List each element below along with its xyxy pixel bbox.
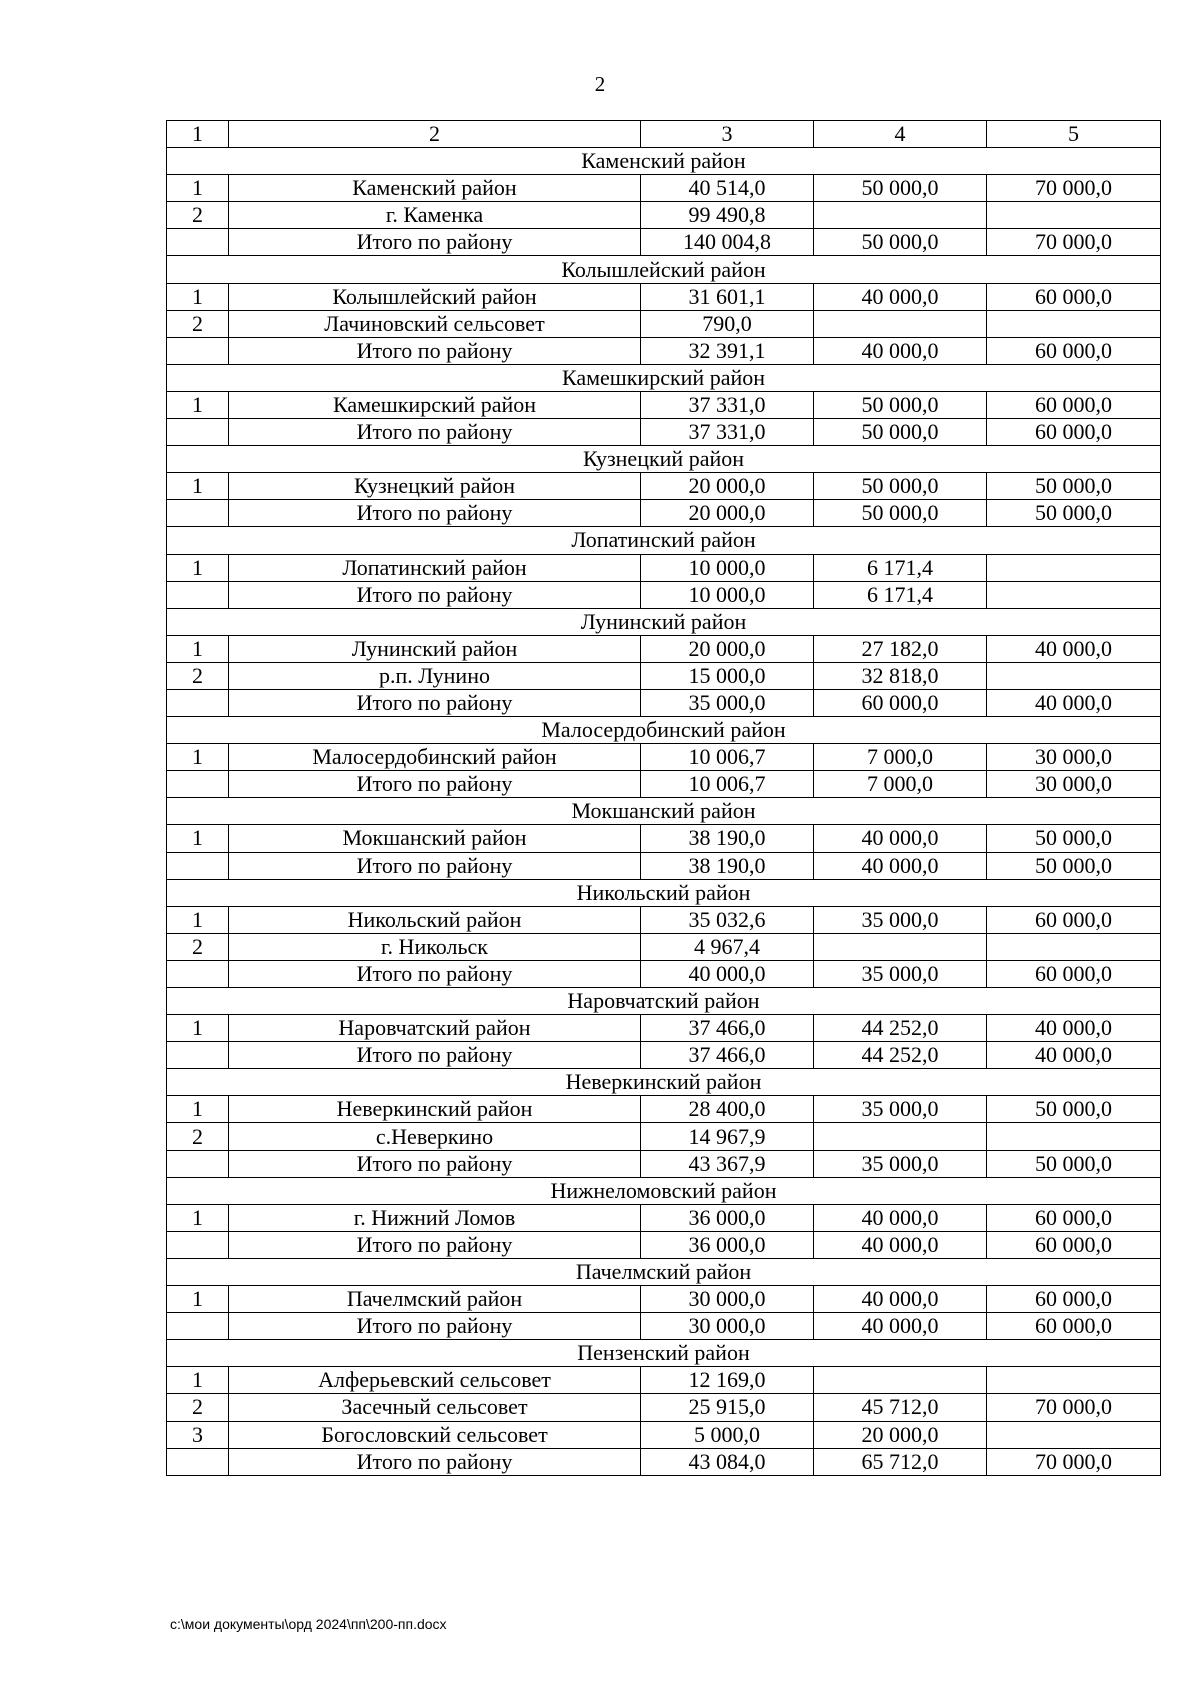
header-cell: 2	[229, 121, 641, 148]
municipality-name: Пачелмский район	[229, 1286, 641, 1313]
value-col3: 28 400,0	[641, 1096, 814, 1123]
row-number: 1	[167, 473, 229, 500]
row-number: 1	[167, 635, 229, 662]
district-section-row	[167, 1340, 1161, 1367]
value-col4: 44 252,0	[814, 1042, 987, 1069]
value-col5: 60 000,0	[987, 283, 1161, 310]
municipality-name: Итого по району	[229, 852, 641, 879]
table-row	[167, 310, 1161, 337]
municipality-name: Итого по району	[229, 1150, 641, 1177]
table-row	[167, 1015, 1161, 1042]
table-row	[167, 1286, 1161, 1313]
value-col4: 50 000,0	[814, 391, 987, 418]
value-col5: 50 000,0	[987, 473, 1161, 500]
district-section-row	[167, 717, 1161, 744]
header-row	[167, 121, 1161, 148]
value-col5: 50 000,0	[987, 825, 1161, 852]
value-col5: 60 000,0	[987, 391, 1161, 418]
table-row	[167, 1204, 1161, 1231]
value-col3: 36 000,0	[641, 1231, 814, 1258]
row-number: 3	[167, 1421, 229, 1448]
municipality-name: г. Каменка	[229, 202, 641, 229]
value-col4: 35 000,0	[814, 1150, 987, 1177]
municipality-name: Никольский район	[229, 906, 641, 933]
row-number: 1	[167, 175, 229, 202]
value-col4: 45 712,0	[814, 1394, 987, 1421]
value-col3: 12 169,0	[641, 1367, 814, 1394]
total-row	[167, 419, 1161, 446]
table-row	[167, 825, 1161, 852]
value-col5	[987, 310, 1161, 337]
municipality-name: г. Никольск	[229, 933, 641, 960]
value-col5: 30 000,0	[987, 744, 1161, 771]
district-section-row	[167, 988, 1161, 1015]
municipality-name: Малосердобинский район	[229, 744, 641, 771]
district-title: Пачелмский район	[167, 1258, 1161, 1285]
value-col5	[987, 581, 1161, 608]
row-number	[167, 337, 229, 364]
table-row	[167, 1421, 1161, 1448]
row-number: 1	[167, 1204, 229, 1231]
municipality-name: г. Нижний Ломов	[229, 1204, 641, 1231]
row-number	[167, 1042, 229, 1069]
value-col5: 70 000,0	[987, 175, 1161, 202]
row-number: 1	[167, 554, 229, 581]
district-section-row	[167, 364, 1161, 391]
total-row	[167, 1313, 1161, 1340]
value-col4: 6 171,4	[814, 581, 987, 608]
value-col3: 38 190,0	[641, 852, 814, 879]
value-col3: 99 490,8	[641, 202, 814, 229]
header-cell: 1	[167, 121, 229, 148]
total-row	[167, 1231, 1161, 1258]
municipality-name: Лопатинский район	[229, 554, 641, 581]
value-col3: 5 000,0	[641, 1421, 814, 1448]
district-section-row	[167, 1069, 1161, 1096]
value-col5: 60 000,0	[987, 1313, 1161, 1340]
value-col5: 50 000,0	[987, 1150, 1161, 1177]
district-title: Малосердобинский район	[167, 717, 1161, 744]
row-number	[167, 500, 229, 527]
value-col5: 40 000,0	[987, 635, 1161, 662]
value-col5	[987, 202, 1161, 229]
municipality-name: Лачиновский сельсовет	[229, 310, 641, 337]
value-col3: 36 000,0	[641, 1204, 814, 1231]
district-section-row	[167, 256, 1161, 283]
value-col5: 40 000,0	[987, 1015, 1161, 1042]
value-col5: 60 000,0	[987, 1204, 1161, 1231]
row-number	[167, 419, 229, 446]
district-section-row	[167, 798, 1161, 825]
total-row	[167, 500, 1161, 527]
total-row	[167, 852, 1161, 879]
district-title: Неверкинский район	[167, 1069, 1161, 1096]
row-number: 1	[167, 283, 229, 310]
value-col4	[814, 310, 987, 337]
value-col3: 25 915,0	[641, 1394, 814, 1421]
row-number: 2	[167, 1394, 229, 1421]
table-row	[167, 202, 1161, 229]
district-section-row	[167, 446, 1161, 473]
row-number: 1	[167, 1367, 229, 1394]
municipality-name: Итого по району	[229, 1231, 641, 1258]
table-row	[167, 1096, 1161, 1123]
value-col5: 50 000,0	[987, 1096, 1161, 1123]
table-row	[167, 283, 1161, 310]
value-col4: 50 000,0	[814, 175, 987, 202]
row-number: 1	[167, 1286, 229, 1313]
value-col4: 40 000,0	[814, 852, 987, 879]
table-row	[167, 635, 1161, 662]
district-section-row	[167, 879, 1161, 906]
value-col5: 70 000,0	[987, 1394, 1161, 1421]
municipality-name: Камешкирский район	[229, 391, 641, 418]
district-title: Пензенский район	[167, 1340, 1161, 1367]
value-col4: 35 000,0	[814, 1096, 987, 1123]
value-col3: 30 000,0	[641, 1313, 814, 1340]
value-col5: 60 000,0	[987, 906, 1161, 933]
row-number: 2	[167, 202, 229, 229]
municipality-name: р.п. Лунино	[229, 662, 641, 689]
value-col4: 40 000,0	[814, 1313, 987, 1340]
value-col4: 20 000,0	[814, 1421, 987, 1448]
value-col3: 10 000,0	[641, 581, 814, 608]
total-row	[167, 229, 1161, 256]
value-col3: 4 967,4	[641, 933, 814, 960]
district-title: Кузнецкий район	[167, 446, 1161, 473]
value-col5: 60 000,0	[987, 419, 1161, 446]
value-col3: 31 601,1	[641, 283, 814, 310]
footer-file-path: c:\мои документы\орд 2024\пп\200-пп.docx	[170, 1616, 447, 1632]
value-col5	[987, 1421, 1161, 1448]
value-col4: 65 712,0	[814, 1448, 987, 1475]
value-col5: 60 000,0	[987, 1231, 1161, 1258]
row-number	[167, 852, 229, 879]
district-section-row	[167, 608, 1161, 635]
value-col3: 37 466,0	[641, 1042, 814, 1069]
municipality-name: с.Неверкино	[229, 1123, 641, 1150]
municipality-name: Итого по району	[229, 960, 641, 987]
row-number: 1	[167, 391, 229, 418]
value-col4: 7 000,0	[814, 771, 987, 798]
value-col5: 60 000,0	[987, 337, 1161, 364]
table-row	[167, 1394, 1161, 1421]
row-number: 2	[167, 662, 229, 689]
row-number	[167, 771, 229, 798]
total-row	[167, 960, 1161, 987]
municipality-name: Итого по району	[229, 500, 641, 527]
value-col3: 37 331,0	[641, 391, 814, 418]
total-row	[167, 581, 1161, 608]
municipality-name: Колышлейский район	[229, 283, 641, 310]
municipality-name: Богословский сельсовет	[229, 1421, 641, 1448]
municipality-name: Наровчатский район	[229, 1015, 641, 1042]
total-row	[167, 337, 1161, 364]
value-col3: 10 006,7	[641, 771, 814, 798]
value-col5	[987, 933, 1161, 960]
value-col4: 40 000,0	[814, 1204, 987, 1231]
value-col3: 20 000,0	[641, 635, 814, 662]
table-row	[167, 175, 1161, 202]
row-number	[167, 1231, 229, 1258]
row-number	[167, 229, 229, 256]
municipality-name: Итого по району	[229, 1448, 641, 1475]
value-col4: 35 000,0	[814, 960, 987, 987]
municipality-name: Засечный сельсовет	[229, 1394, 641, 1421]
total-row	[167, 1150, 1161, 1177]
allocation-table	[166, 120, 1161, 1476]
value-col3: 37 466,0	[641, 1015, 814, 1042]
row-number	[167, 1150, 229, 1177]
municipality-name: Итого по району	[229, 337, 641, 364]
value-col3: 38 190,0	[641, 825, 814, 852]
district-section-row	[167, 148, 1161, 175]
table-row	[167, 1123, 1161, 1150]
value-col5: 30 000,0	[987, 771, 1161, 798]
row-number	[167, 689, 229, 716]
municipality-name: Итого по району	[229, 581, 641, 608]
district-title: Лунинский район	[167, 608, 1161, 635]
value-col5: 70 000,0	[987, 1448, 1161, 1475]
table-row	[167, 391, 1161, 418]
district-title: Лопатинский район	[167, 527, 1161, 554]
row-number	[167, 581, 229, 608]
municipality-name: Мокшанский район	[229, 825, 641, 852]
municipality-name: Итого по району	[229, 229, 641, 256]
value-col3: 140 004,8	[641, 229, 814, 256]
value-col3: 15 000,0	[641, 662, 814, 689]
total-row	[167, 771, 1161, 798]
value-col4: 50 000,0	[814, 473, 987, 500]
value-col5: 50 000,0	[987, 500, 1161, 527]
row-number	[167, 960, 229, 987]
value-col4	[814, 1367, 987, 1394]
municipality-name: Лунинский район	[229, 635, 641, 662]
municipality-name: Итого по району	[229, 1313, 641, 1340]
value-col4: 32 818,0	[814, 662, 987, 689]
district-title: Мокшанский район	[167, 798, 1161, 825]
value-col4: 50 000,0	[814, 500, 987, 527]
municipality-name: Итого по району	[229, 689, 641, 716]
district-title: Наровчатский район	[167, 988, 1161, 1015]
table-body	[167, 121, 1161, 1476]
value-col3: 790,0	[641, 310, 814, 337]
value-col3: 37 331,0	[641, 419, 814, 446]
value-col5	[987, 554, 1161, 581]
district-title: Никольский район	[167, 879, 1161, 906]
value-col5: 40 000,0	[987, 1042, 1161, 1069]
value-col3: 40 514,0	[641, 175, 814, 202]
value-col3: 35 000,0	[641, 689, 814, 716]
value-col3: 32 391,1	[641, 337, 814, 364]
municipality-name: Каменский район	[229, 175, 641, 202]
value-col3: 10 000,0	[641, 554, 814, 581]
value-col3: 30 000,0	[641, 1286, 814, 1313]
value-col4: 40 000,0	[814, 825, 987, 852]
value-col3: 43 084,0	[641, 1448, 814, 1475]
value-col3: 35 032,6	[641, 906, 814, 933]
district-title: Нижнеломовский район	[167, 1177, 1161, 1204]
municipality-name: Итого по району	[229, 1042, 641, 1069]
total-row	[167, 1042, 1161, 1069]
district-section-row	[167, 527, 1161, 554]
value-col4: 6 171,4	[814, 554, 987, 581]
table-row	[167, 906, 1161, 933]
total-row	[167, 1448, 1161, 1475]
row-number	[167, 1448, 229, 1475]
district-section-row	[167, 1177, 1161, 1204]
value-col4	[814, 202, 987, 229]
value-col4: 27 182,0	[814, 635, 987, 662]
table-row	[167, 933, 1161, 960]
value-col4: 44 252,0	[814, 1015, 987, 1042]
value-col5: 40 000,0	[987, 689, 1161, 716]
header-cell: 4	[814, 121, 987, 148]
table-row	[167, 744, 1161, 771]
district-title: Каменский район	[167, 148, 1161, 175]
row-number: 1	[167, 744, 229, 771]
value-col4	[814, 933, 987, 960]
row-number: 1	[167, 1096, 229, 1123]
table-row	[167, 662, 1161, 689]
value-col4: 50 000,0	[814, 419, 987, 446]
value-col5	[987, 662, 1161, 689]
value-col4: 40 000,0	[814, 1231, 987, 1258]
value-col5: 60 000,0	[987, 1286, 1161, 1313]
value-col3: 20 000,0	[641, 500, 814, 527]
row-number: 1	[167, 825, 229, 852]
value-col3: 43 367,9	[641, 1150, 814, 1177]
page-number: 2	[594, 72, 606, 96]
value-col3: 20 000,0	[641, 473, 814, 500]
district-title: Колышлейский район	[167, 256, 1161, 283]
value-col4: 35 000,0	[814, 906, 987, 933]
value-col4	[814, 1123, 987, 1150]
row-number: 1	[167, 1015, 229, 1042]
value-col5	[987, 1367, 1161, 1394]
row-number	[167, 1313, 229, 1340]
district-title: Камешкирский район	[167, 364, 1161, 391]
value-col3: 40 000,0	[641, 960, 814, 987]
municipality-name: Алферьевский сельсовет	[229, 1367, 641, 1394]
row-number: 2	[167, 310, 229, 337]
municipality-name: Кузнецкий район	[229, 473, 641, 500]
table-row	[167, 554, 1161, 581]
value-col5	[987, 1123, 1161, 1150]
municipality-name: Итого по району	[229, 771, 641, 798]
table-row	[167, 473, 1161, 500]
value-col5: 50 000,0	[987, 852, 1161, 879]
municipality-name: Неверкинский район	[229, 1096, 641, 1123]
municipality-name: Итого по району	[229, 419, 641, 446]
table-row	[167, 1367, 1161, 1394]
value-col4: 40 000,0	[814, 337, 987, 364]
row-number: 2	[167, 933, 229, 960]
value-col4: 40 000,0	[814, 283, 987, 310]
value-col4: 7 000,0	[814, 744, 987, 771]
value-col4: 60 000,0	[814, 689, 987, 716]
value-col4: 40 000,0	[814, 1286, 987, 1313]
district-section-row	[167, 1258, 1161, 1285]
value-col5: 70 000,0	[987, 229, 1161, 256]
value-col3: 10 006,7	[641, 744, 814, 771]
row-number: 1	[167, 906, 229, 933]
value-col3: 14 967,9	[641, 1123, 814, 1150]
total-row	[167, 689, 1161, 716]
header-cell: 3	[641, 121, 814, 148]
header-cell: 5	[987, 121, 1161, 148]
value-col4: 50 000,0	[814, 229, 987, 256]
row-number: 2	[167, 1123, 229, 1150]
value-col5: 60 000,0	[987, 960, 1161, 987]
